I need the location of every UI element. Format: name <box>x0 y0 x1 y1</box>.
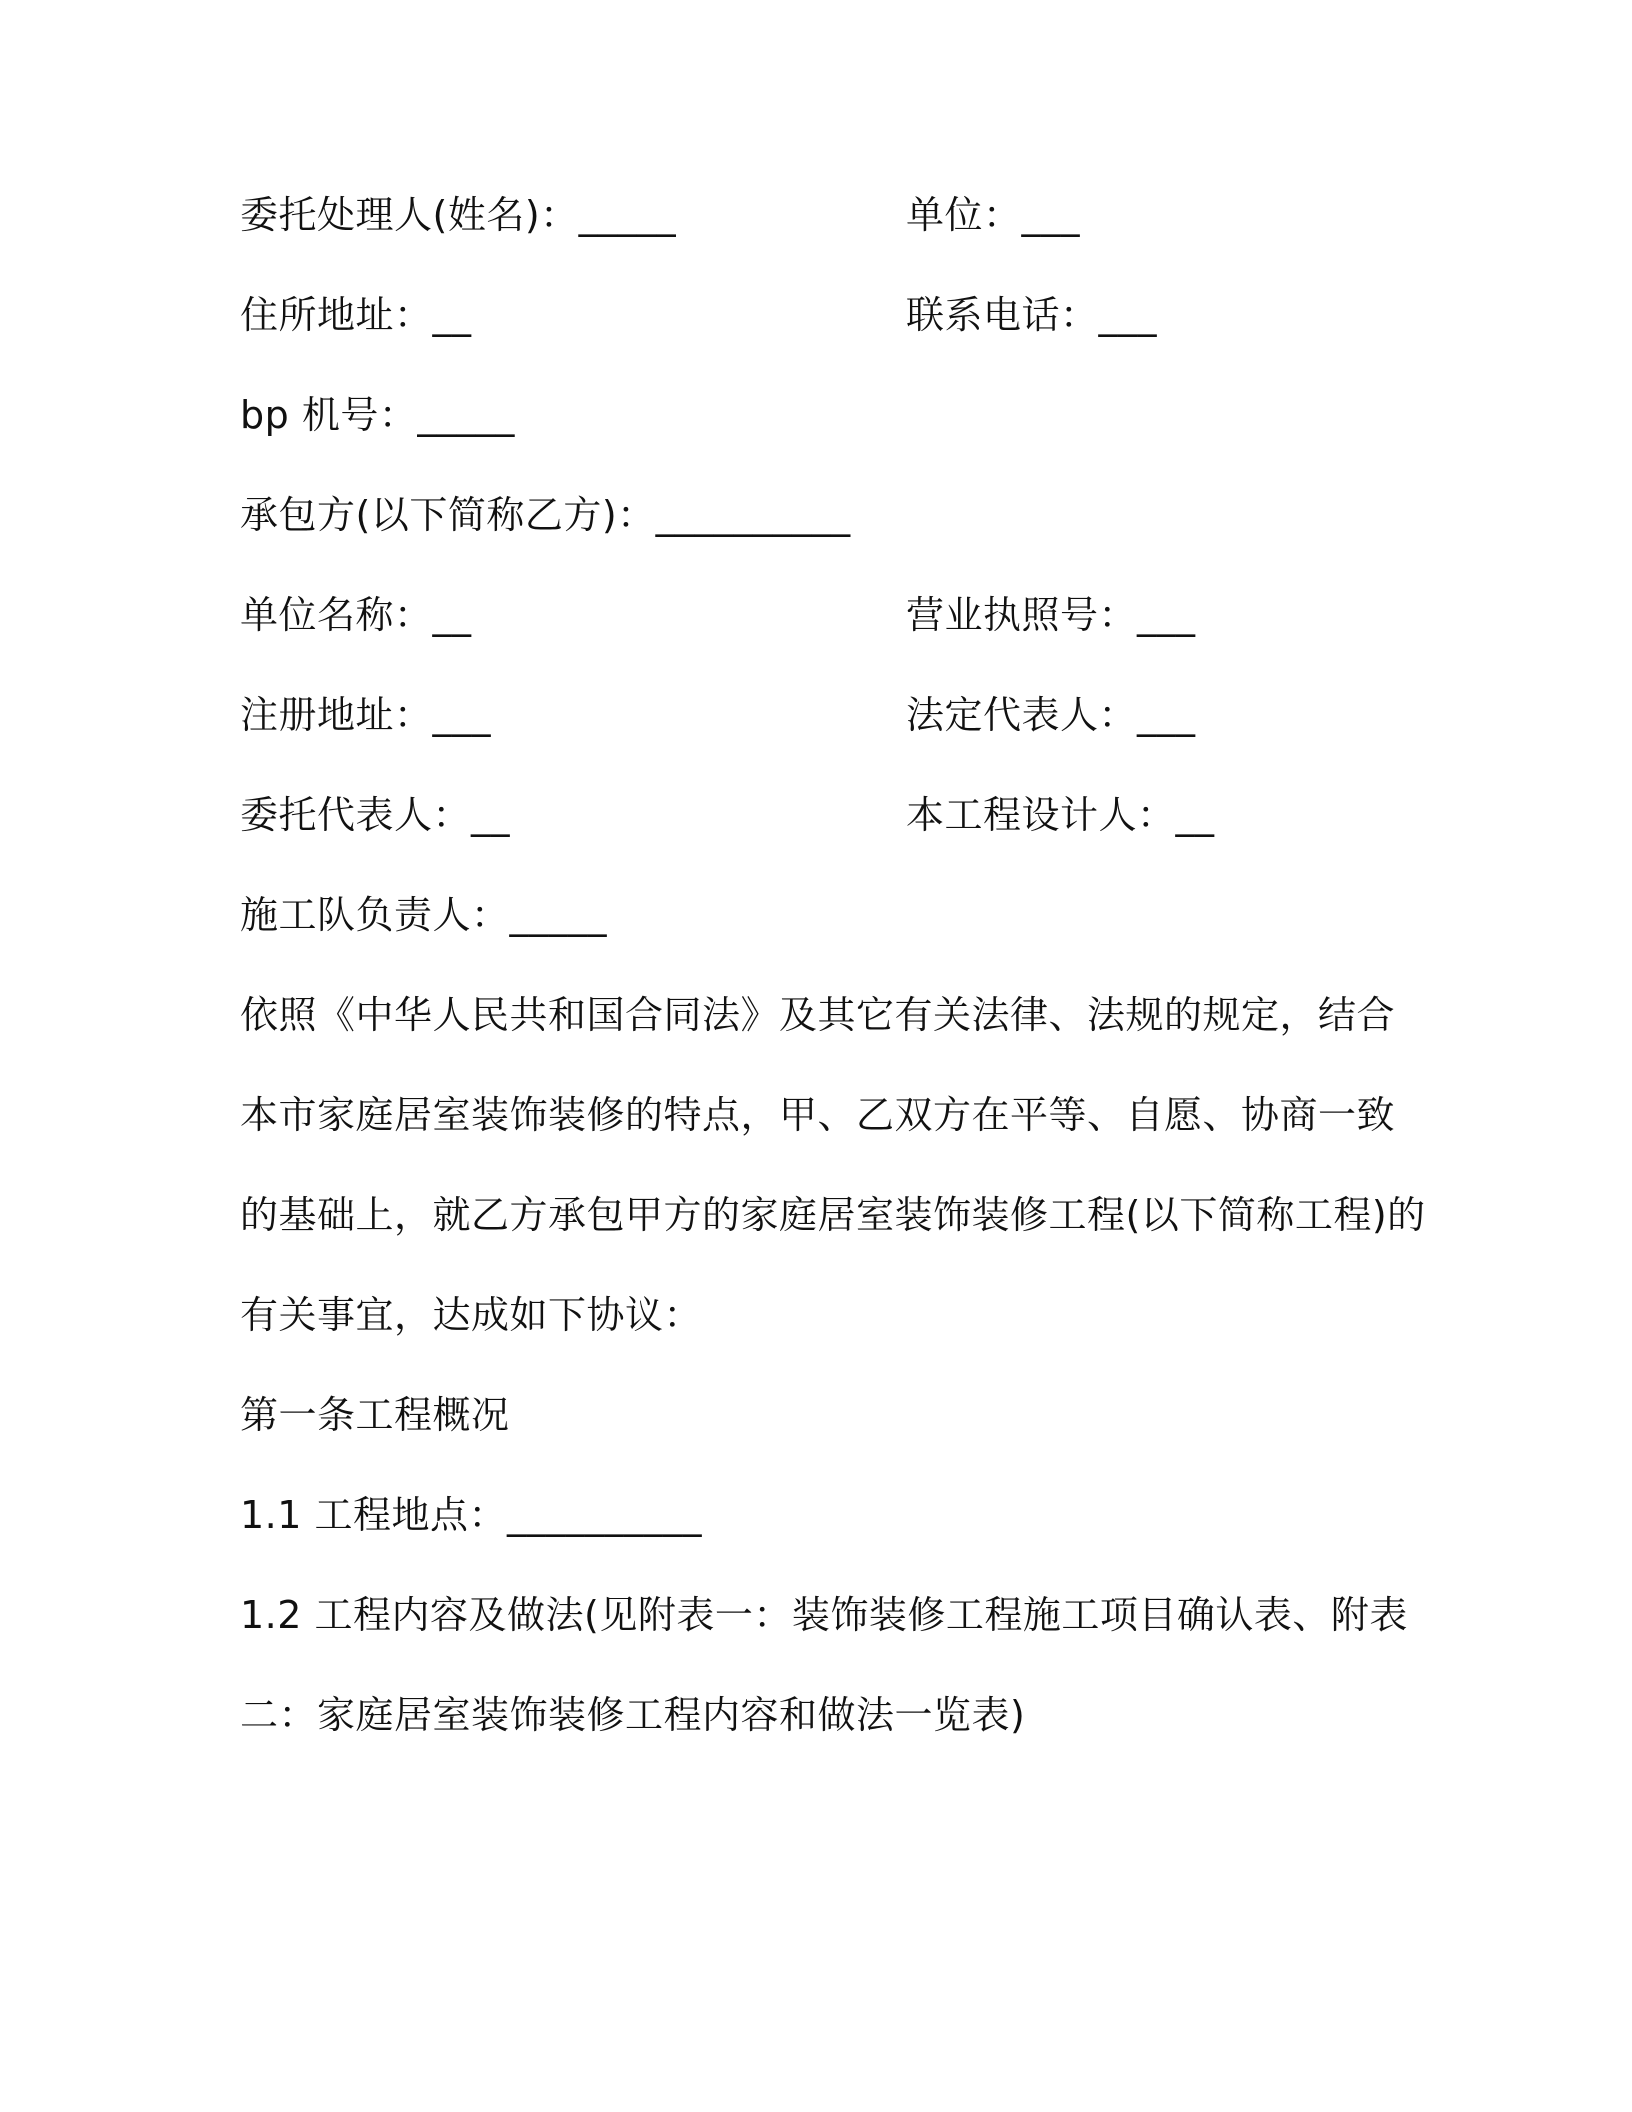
unit-name-field: 单位名称：__ <box>240 593 472 637</box>
preamble-line: 本市家庭居室装饰装修的特点，甲、乙双方在平等、自愿、协商一致 <box>240 1093 1396 1137</box>
preamble-line: 有关事宜，达成如下协议： <box>240 1293 703 1337</box>
field-row <box>240 190 1440 240</box>
field-row <box>240 690 1440 740</box>
field-row <box>240 890 1440 940</box>
legal-representative-field: 法定代表人：___ <box>906 693 1196 737</box>
contractor-title: 承包方(以下简称乙方)：__________ <box>240 493 851 537</box>
business-license-field: 营业执照号：___ <box>906 593 1196 637</box>
project-content-line: 二：家庭居室装饰装修工程内容和做法一览表) <box>240 1693 1026 1737</box>
registered-address-field: 注册地址：___ <box>240 693 492 737</box>
field-row <box>240 590 1440 640</box>
agent-unit-field: 单位：___ <box>906 193 1081 237</box>
field-row <box>240 790 1440 840</box>
designer-field: 本工程设计人：__ <box>906 793 1215 837</box>
authorized-representative-field: 委托代表人：__ <box>240 793 511 837</box>
preamble-line: 的基础上，就乙方承包甲方的家庭居室装饰装修工程(以下简称工程)的 <box>240 1193 1426 1237</box>
field-row <box>240 390 1440 440</box>
project-location-field: 1.1 工程地点：__________ <box>240 1493 703 1537</box>
field-row <box>240 290 1440 340</box>
preamble-line: 依照《中华人民共和国合同法》及其它有关法律、法规的规定，结合 <box>240 993 1396 1037</box>
agent-phone-field: 联系电话：___ <box>906 293 1158 337</box>
construction-lead-field: 施工队负责人：_____ <box>240 893 608 937</box>
agent-pager-field: bp 机号：_____ <box>240 393 515 437</box>
agent-name-field: 委托处理人(姓名)：_____ <box>240 193 677 237</box>
article-title: 第一条工程概况 <box>240 1393 510 1437</box>
agent-address-field: 住所地址：__ <box>240 293 472 337</box>
project-content-line: 1.2 工程内容及做法(见附表一：装饰装修工程施工项目确认表、附表 <box>240 1593 1408 1637</box>
